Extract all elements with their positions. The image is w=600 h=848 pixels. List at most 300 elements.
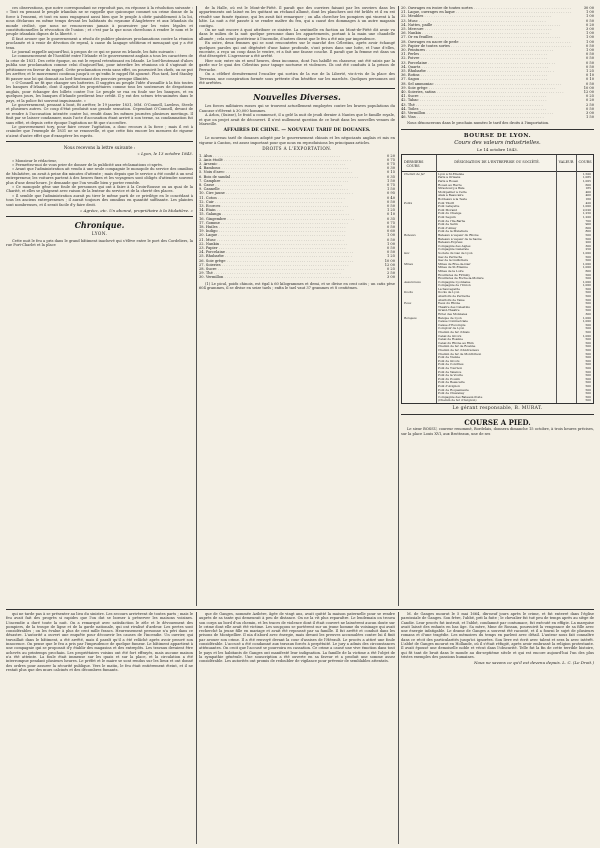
- paragraph: « O'Connell ne fit que changer ses batteries. Il suggéra au peuple l'idée d'assaillir à la fois toutes les banques d'Irlande, dont il appelait les propriétaires comme tous les souteneurs de despotisme anglais, pour échanger des billets contre l'or. Le peuple se rua en foule sur les banques, et en quelques jours, les banques d'Irlande perdirent leur crédit. Il y eut des scènes très-animées dans le pays, et la police fut souvent impuissante. »: [6, 80, 193, 103]
- row-value: 500: [585, 345, 591, 349]
- row-name: Pont de Givors: [438, 359, 460, 363]
- row-name: Pont d'Avignon: [438, 384, 460, 388]
- paragraph: de la Halle, où est le Mont-de-Piété. Il paraît que des ouvriers faisant par les ouvriers dans les appartements ont laissé en les quittant un réchaud allumé, dont les planchers ont été brûlés et il en est résulté une fumée épaisse, qui les avait fait remarquer ; on alla chercher les pompiers qui vinrent à la hâte. La nuit a été passée à se rendre maître du feu, qui a causé des dommages à un autre magasin contigu.: [199, 6, 395, 28]
- row-name: Compagnie de l'Union: [438, 284, 471, 288]
- feuilleton-body: [199, 612, 395, 664]
- row-value: 500: [585, 287, 591, 291]
- row-value: 1,000: [582, 262, 591, 266]
- row-name: Société du Gaz de Lyon: [438, 251, 473, 255]
- item-label: 2. Anis étoilé . . .: [199, 158, 373, 162]
- item-price: 1 50: [386, 187, 395, 192]
- item-label: 32. Poivre . . .: [401, 56, 572, 60]
- row-name: Chemin de fer d'Alais: [438, 331, 470, 335]
- item-label: 20. Ouvrages en ivoire de toutes sortes . . .: [401, 6, 572, 10]
- row-value: 500: [585, 388, 591, 392]
- item-price: 1 00: [386, 241, 395, 246]
- item-price: 0 35: [386, 174, 395, 179]
- item-label: 37. Sagou . . .: [401, 77, 572, 81]
- item-price: 0 10: [386, 212, 395, 217]
- row-group: [402, 399, 436, 403]
- item-label: 19. Indigo . . .: [199, 229, 373, 233]
- item-label: 17. Gomme . . .: [199, 221, 373, 225]
- row-name: Canal de Givors: [438, 334, 462, 338]
- article-body: [199, 6, 395, 85]
- row-name: Compagnie des Bateaux-Poste: [438, 395, 483, 399]
- column-3: [401, 6, 594, 606]
- row-name: Pont Lafayette: [438, 205, 460, 209]
- item-price: 10 00: [583, 85, 594, 90]
- item-price: 1 50: [585, 115, 594, 120]
- item-price: 0 35: [386, 216, 395, 221]
- item-price: 0 50: [386, 225, 395, 230]
- tarif-heading: DROITS A L'EXPORTATION.: [262, 146, 332, 152]
- feuilleton-rule: [6, 609, 594, 610]
- row-value: 1,000: [582, 266, 591, 270]
- row-value: 500: [585, 352, 591, 356]
- item-label: 13. Ecorces . . .: [199, 204, 373, 208]
- row-value: 1,000: [582, 284, 591, 288]
- tarif-title: AFFAIRES DE CHINE. — NOUVEAU TARIF DE DOUANES.: [223, 128, 371, 134]
- row-value: 500: [585, 291, 591, 295]
- row-value: 800: [585, 230, 591, 234]
- row-value: 500: [585, 327, 591, 331]
- item-label: 21. Musc . . .: [199, 238, 373, 242]
- paragraph: Le gouvernement, pensant à bout, fit arrêter, le 19 janvier 1831, MM. O'Connell, Lawless, Steele et plusieurs autres. Ce coup d'état produisit une grande sensation. Cependant O'Connell, devant de se rendre à l'accusation intentée contre lui, rendit dans les mêmes journées plusieurs meetings. Il finit par se laisser condamner, mais l'acte d'accusation étant arrivé à son terme, sa condamnation fut sans effet, et depuis cette époque l'agitation ne fit que s'accroître.: [6, 102, 193, 125]
- item-label: 5. Noix d'arec . . .: [199, 170, 373, 174]
- paragraph: Nous dénoncerons dans le prochain numéro le tarif des droits à l'importation.: [407, 121, 550, 126]
- column-rule: [398, 6, 399, 606]
- row-name: Pont de Serin: [438, 223, 458, 227]
- divider: [401, 129, 594, 130]
- row-name: Bordeaux à la Teste: [438, 198, 467, 202]
- list-item: [199, 275, 395, 279]
- item-label: 29. Thé . . .: [199, 271, 373, 275]
- item-price: 0 50: [386, 250, 395, 255]
- tarif-intro: [199, 136, 395, 145]
- row-name: Mines de la Loire: [438, 269, 464, 273]
- item-label: 42. Tabac . . .: [401, 98, 572, 102]
- table-row: [402, 399, 593, 403]
- row-name: Pont de Chavanay: [438, 392, 465, 396]
- col-header-valeur: VALEUR: [558, 159, 574, 164]
- row-name: Pont de la Voulte: [438, 374, 463, 378]
- row-name: Abattoirs de Perrache: [438, 295, 471, 299]
- col-header-derniers: DERNIERS COURS: [404, 159, 424, 169]
- row-value: 1,000: [582, 251, 591, 255]
- row-group: Ponts: [404, 201, 413, 205]
- row-name: Pont de Valence: [438, 370, 462, 374]
- divider: [6, 216, 193, 217]
- course-title: COURSE A PIED.: [464, 418, 531, 428]
- row-value: 200: [585, 241, 591, 245]
- divider: [6, 141, 193, 142]
- item-label: 40. Soieries, satins . . .: [401, 90, 572, 94]
- row-name: Paris à Orléans: [438, 176, 461, 180]
- item-price: 0 50: [386, 204, 395, 208]
- item-label: 46. Vins . . .: [401, 115, 572, 119]
- paragraph: Cette nuit le feu a pris dans le grand bâtiment inachevé qui s'élève entre le port des Cordeliers, la rue Port-Charlet et la place: [6, 238, 193, 248]
- item-price: 1 25: [386, 208, 395, 213]
- row-name: Houillères de Firminy: [438, 273, 471, 277]
- paragraph: « Il semble que l'administration aurait pu tirer le même parti de ce privilège en le concédant à tous les anciens entrepreneurs ; il aurait toujours des omnibus en quantité suffisante. Les plaintes sont nombreuses, et il serait facile d'y faire droit.: [6, 193, 193, 207]
- item-label: 8. Casse . . .: [199, 183, 373, 187]
- row-value: 1,500: [582, 172, 591, 176]
- row-name: Pont de Vienne: [438, 356, 461, 360]
- letter-heading: Nous recevons la lettre suivante :: [63, 145, 136, 151]
- item-price: 10 00: [384, 258, 395, 263]
- row-name: Bateaux-Express: [438, 241, 463, 245]
- row-name: Pont Tilsitt: [438, 201, 455, 205]
- column-1: [6, 6, 193, 606]
- row-value: 500: [585, 341, 591, 345]
- row-name: Bateaux à vapeur du Rhône: [438, 233, 479, 237]
- paragraph: On ne sait encore à quoi attribuer ce sinistre. La sentinelle en faction au Mont-de-Piété dit avoir vu dans le milieu de la nuit quelque personne dans les appartements, portant à la main une chandelle allumée ; cela serait postérieur à l'incendie, d'autres disent que le feu a été mis par imprudence.: [199, 28, 395, 41]
- item-label: 34. Quartz . . .: [401, 65, 572, 69]
- item-label: 7. Camphre . . .: [199, 179, 373, 183]
- item-price: 1 00: [386, 233, 395, 238]
- row-value: 500: [585, 233, 591, 237]
- row-name: Gaz de Perrache: [438, 255, 463, 259]
- item-label: 26. Nankin . . .: [401, 31, 572, 35]
- item-price: 0 25: [585, 94, 594, 99]
- row-value: 600: [585, 226, 591, 230]
- paragraph: « Ce monopole gêne une foule de personnes qui ont à faire à la Croix-Rousse ou au quai de la Charité, et elles se plaignent avec raison de la lenteur du service et de la cherté des places.: [6, 185, 193, 194]
- item-label: 38. Sel ammoniac . . .: [401, 82, 572, 86]
- paragraph: qui ne tarde pas à se présenter au lieu du sinistre. Les secours arrivèrent de toutes parts ; mais le feu avait fait des progrès si rapides que l'on dut se borner à préserver les maisons voisines. L'incendie a duré toute la nuit. On a remarqué avec satisfaction le zèle et le dévouement des pompiers, de la troupe de ligne et de la garde nationale, qui ont rivalisé d'ardeur. Les pertes sont considérables ; on les évalue à plus de cent mille francs. Heureusement personne n'a péri dans ce désastre. L'autorité a ouvert une enquête pour découvrir les causes de l'incendie. Un ouvrier, qui travaillait dans le bâtiment, a été arrêté, mais il paraît qu'il a été relâché après avoir prouvé son innocence. On pense que le feu a pris par l'imprudence de quelque fumeur. Le bâtiment appartient à une compagnie qui se proposait d'y établir des magasins et des entrepôts. Les travaux devaient être achevés au printemps prochain. Les propriétaires voisins ont été fort effrayés, mais aucune maison n'a été atteinte. La foule était immense sur les quais et sur la place, et la circulation a été interrompue pendant plusieurs heures. Le préfet et le maire se sont rendus sur les lieux et ont donné des ordres pour assurer la sécurité publique. Vers le matin, le feu était entièrement éteint, et il ne restait plus que des murs calcinés et des décombres fumants.: [6, 612, 193, 672]
- item-price: 0 50: [585, 56, 594, 61]
- letter-salute: « Monsieur le rédacteur,: [12, 158, 57, 163]
- item-price: 0 75: [386, 157, 395, 162]
- row-name: Pont de la Mulatière: [438, 230, 468, 234]
- row-value: 500: [585, 381, 591, 385]
- row-name: Bateaux à vapeur de la Saône: [438, 237, 482, 241]
- feuilleton-body: [6, 612, 193, 672]
- row-value: 500: [585, 298, 591, 302]
- row-group: Bateaux: [404, 233, 416, 237]
- item-price: 0 50: [585, 18, 594, 23]
- row-value: 1,250: [582, 212, 591, 216]
- gerant-signature: Le gérant responsable, B. MURAT.: [452, 405, 543, 411]
- list-note: [401, 121, 594, 125]
- item-label: 4. Bambous . . .: [199, 166, 373, 170]
- row-value: 1,000: [582, 334, 591, 338]
- paragraph: Les forces militaires russes qui se trouvent actuellement employées contre les braves populations du Caucase s'élèvent à 30,000 hommes.: [199, 104, 395, 113]
- row-value: 500: [585, 331, 591, 335]
- row-value: 1,000: [582, 316, 591, 320]
- paragraph: Le nouveau tarif de douanes adopté par le gouvernement chinois et les négociants anglais et mis en vigueur à Canton, est assez important pour que nous en reproduisions les principaux articles.: [199, 136, 395, 145]
- item-price: 0 25: [386, 267, 395, 272]
- item-label: 39. Soie grège . . .: [401, 86, 572, 90]
- row-value: 500: [585, 255, 591, 259]
- paragraph: Il faut avouer que le gouvernement a résolu de publier plusieurs proclamations contre la réunion proclamée et à venir de dévotion de repeal, à cause du langage séditieux et menaçant qui y a été tenu.: [6, 36, 193, 50]
- paragraph: que de Ganges, nommée Azibère, âgée de vingt ans, avait quitté la maison paternelle pour se rendre auprès de sa tante qui demeurait à peu de distance. On ne la vit plus reparaître. Le lendemain on trouva son corps au bord d'un chemin, et les traces de violence dont il était couvert ne laissèrent aucun doute sur le crime dont elle avait été victime. Les soupçons se portèrent sur un jeune homme du voisinage qui avait recherché la jeune fille en mariage et avait été repoussé par sa famille. Il fut arrêté et conduit dans les prisons de Montpellier. Il nia d'abord avec énergie, mais devant les preuves accumulées contre lui il finit par avouer son crime. Il a été renvoyé devant la cour d'assises de l'Hérault. Le procès a attiré une foule considérable. L'accusé a été condamné aux travaux forcés à perpétuité. Le jury a admis des circonstances atténuantes. On croit que l'accusé se pourvoira en cassation. Ce crime a causé une vive émotion dans tout le pays et les habitants de Ganges ont manifesté leur indignation. La famille de la victime a été l'objet de la sympathie générale. Une souscription a été ouverte en sa faveur et a produit une somme assez considérable. Les autorités ont promis de redoubler de vigilance pour prévenir de semblables attentats.: [199, 612, 395, 664]
- row-name: Strasbourg à Bâle: [438, 187, 465, 191]
- item-price: 2 50: [386, 271, 395, 276]
- row-value: 500: [585, 392, 591, 396]
- news-body: [199, 104, 395, 126]
- item-label: 22. Meubles . . .: [401, 14, 572, 18]
- item-label: 35. Rhubarbe . . .: [401, 69, 572, 73]
- item-label: 22. Nankin . . .: [199, 242, 373, 246]
- row-name: Abattoirs de Vaise: [438, 298, 465, 302]
- section-heading-chronique: Chronique.: [74, 220, 125, 231]
- item-price: 0 30: [386, 166, 395, 171]
- row-name: Pont du Change: [438, 212, 462, 216]
- item-price: 1 00: [585, 14, 594, 19]
- item-price: 1 00: [585, 10, 594, 15]
- divider: [199, 88, 395, 89]
- row-value: 400: [585, 194, 591, 198]
- row-name: Pont de Roquemaure: [438, 388, 469, 392]
- item-label: 1. Alun . . .: [199, 154, 373, 158]
- row-name: Lyon à St-Etienne: [438, 172, 465, 176]
- row-value: 1,000: [582, 205, 591, 209]
- paragraph: M. de Ganges mourut le 5 mai 1664, dix-neuf jours après le crime, et fut enterré dans l'église paroissiale de Ganges. Son frère, l'abbé, prit la fuite ; le chevalier fut tué peu de temps après au siège de Candie. Leur procès fut instruit, et l'abbé, condamné par contumace, fut exécuté en effigie. La marquise avait laissé des enfants en bas âge. Sa mère, Mme de Rossan, poursuivit la vengeance de sa fille avec une énergie infatigable. Le drame de Ganges a souvent été raconté, et il a fourni le sujet de plusieurs romans et d'une tragédie. Les mémoires du temps en parlent avec détail. L'auteur nous fait connaître dans ce récit des particularités jusqu'ici ignorées. Son livre est écrit avec talent et sera lu avec intérêt. L'abbé de Ganges mourut en Hollande, où il s'était réfugié, après avoir embrassé la religion protestante. Il avait épousé une demoiselle noble et vécut dans l'obscurité. Telle fut la fin de cette terrible histoire, qui fit tant de bruit dans le monde au dix-septième siècle et qui est encore aujourd'hui l'un des plus tristes exemples des passions humaines.: [401, 612, 594, 659]
- course-body: [401, 427, 594, 436]
- item-price: 0 10: [585, 73, 594, 78]
- item-price: 1 50: [386, 178, 395, 183]
- divider: [401, 414, 594, 415]
- row-name: (Chemin de fer d'Avignon): [438, 399, 477, 403]
- paragraph: (1) Le picul, poids chinois, est égal à 60 kilogrammes et demi, et se divise en cent catis ; un catis pèse 604 grammes, il se divise en seize taels ; enfin le tael vaut 37 grammes et 8 centièmes.: [199, 281, 395, 291]
- row-name: Pont de Tournon: [438, 366, 463, 370]
- item-label: 25. Mercure . . .: [401, 27, 572, 31]
- paragraph: Le gouvernement tory, pour faire cesser l'agitation, a donc recours à la force ; mais il est à craindre que l'exemple de 1831 ne se renouvelle, et que cette fois encore les mesures de rigueur n'aient d'autre effet que d'exaspérer les esprits.: [6, 124, 193, 138]
- row-name: Compagnie Lyonnaise: [438, 280, 471, 284]
- tarif-list: [199, 154, 395, 280]
- item-label: 15. Galanga . . .: [199, 212, 373, 216]
- row-group: Mines: [404, 262, 413, 266]
- item-price: 0 50: [585, 52, 594, 57]
- row-value: 500: [585, 237, 591, 241]
- item-price: 0 10: [585, 77, 594, 82]
- row-value: 400: [585, 190, 591, 194]
- row-name: Compagnie Générale: [438, 248, 469, 252]
- item-price: 0 20: [386, 153, 395, 158]
- item-label: 25. Rhubarbe . . .: [199, 254, 373, 258]
- feuilleton-column-2: [199, 612, 395, 844]
- item-label: 45. Vermillon . . .: [401, 111, 572, 115]
- paragraph: Hier soir, entre six et neuf heures, deux inconnus, dont l'un habillé en chasseur, ont été saisis par la garde sur le quai des Célestins pour tapage nocturne et violences. Ils ont été conduits à la prison de Perrache.: [199, 58, 395, 72]
- item-label: 14. Étain . . .: [199, 208, 373, 212]
- item-label: 10. Cire jaune . . .: [199, 191, 373, 195]
- bourse-date: Le 14 octobre 1843.: [477, 146, 518, 152]
- item-label: 24. Porcelaine . . .: [199, 250, 373, 254]
- row-value: 185: [585, 187, 591, 191]
- row-name: Pont Morand: [438, 208, 458, 212]
- tarif-note: [199, 282, 395, 291]
- item-price: 0 95: [386, 191, 395, 196]
- paragraph: ces observations, que notre correspondant ne reproduit pas, en réponse à la résolution suivante : « Tout en pensant le peuple irlandais ne se rappelle que quiconque commet un crime donne de la force à l'ennemi, et tout en nous engageant aussi bien que le peuple à obéir paisiblement à la loi, nous déclarons en même temps devant les habitants du royaume d'Angleterre et aux Irlandais du monde civilisé, que nous ne renoncerons jamais à poursuivre par les voies légales et constitutionnelles la révocation de l'union ; et c'est par la que nous cherchons à rendre le nom et le peuple irlandais dignes de la liberté. »: [6, 6, 193, 37]
- row-value: 900: [585, 223, 591, 227]
- letter-body: [6, 159, 193, 207]
- row-value: 600: [585, 269, 591, 273]
- item-label: 43. Thé . . .: [401, 103, 572, 107]
- row-value: 500: [585, 370, 591, 374]
- item-price: 2 50: [585, 102, 594, 107]
- item-price: 3 00: [386, 275, 395, 280]
- row-name: Grand-Théâtre: [438, 309, 460, 313]
- item-price: 1 00: [585, 35, 594, 40]
- row-value: 500: [585, 338, 591, 342]
- item-label: 6. Bois de sandal . . .: [199, 175, 373, 179]
- row-name: Canal du Rhône au Rhin: [438, 341, 474, 345]
- row-group: Eaux: [404, 302, 412, 306]
- row-value: 250: [585, 248, 591, 252]
- row-name: Pont de l'Ile-Barbe: [438, 219, 466, 223]
- item-label: 24. Nattes, paille . . .: [401, 23, 572, 27]
- row-group: Gaz: [404, 251, 410, 255]
- row-name: Pont Seguin: [438, 216, 456, 220]
- row-name: Hôtel des Monnaies: [438, 313, 468, 317]
- row-value: 500: [585, 295, 591, 299]
- item-price: 0 75: [386, 220, 395, 225]
- item-label: 3. Arsenic . . .: [199, 162, 373, 166]
- item-label: 21. Laque, ouvrages en laque . . .: [401, 10, 572, 14]
- row-value: 500: [585, 359, 591, 363]
- item-price: 12 00: [583, 90, 594, 95]
- row-value: 500: [585, 309, 591, 313]
- bourse-table: [401, 154, 594, 404]
- item-price: 3 00: [585, 27, 594, 32]
- row-value: 420: [585, 201, 591, 205]
- item-label: 9. Cannelle . . .: [199, 187, 373, 191]
- row-value: 500: [585, 377, 591, 381]
- row-value: 500: [585, 374, 591, 378]
- row-value: 500: [585, 363, 591, 367]
- paragraph: « Permettez-moi de vous prier de donner de la publicité aux réclamations ci-après.: [12, 163, 163, 167]
- row-name: Chemin de fer de Montbrison: [438, 352, 482, 356]
- item-label: 33. Porcelaine . . .: [401, 61, 572, 65]
- chronique-body: [6, 239, 193, 248]
- item-label: 18. Huiles . . .: [199, 225, 373, 229]
- row-value: 1,005: [582, 180, 591, 184]
- row-value: 600: [585, 183, 591, 187]
- row-name: Alais à Beaucaire: [438, 194, 464, 198]
- table-header: [402, 155, 593, 172]
- row-value: 500: [585, 399, 591, 403]
- item-price: 0 50: [585, 43, 594, 48]
- column-rule: [196, 612, 197, 844]
- bourse-title: BOURSE DE LYON.: [463, 132, 532, 139]
- item-price: 0 60: [386, 229, 395, 234]
- section-heading-nouvelles: Nouvelles Diverses.: [253, 92, 341, 103]
- row-name: Gaz de la Guillotière: [438, 259, 469, 263]
- item-price: 0 50: [585, 106, 594, 111]
- item-price: 0 40: [386, 195, 395, 200]
- item-price: 1 00: [585, 48, 594, 53]
- row-name: Docks de Lyon: [438, 291, 460, 295]
- col-header-cours: COURS: [578, 159, 592, 164]
- row-value: 500: [585, 384, 591, 388]
- item-label: 23. Musc . . .: [401, 19, 572, 23]
- row-group: Docks: [404, 291, 413, 295]
- row-name: Pont de Condrieu: [438, 363, 464, 367]
- item-price: 1 00: [585, 31, 594, 36]
- row-name: Eaux du Rhône: [438, 302, 461, 306]
- paragraph: « Avant que l'administration ait vendu à une seule compagnie le monopole du service des omnibus de Mulatière, on avait à peine dix minutes d'attente ; mais depuis que le service a été confié à un seul entrepreneur, les voitures partent à des heures fixes et les voyageurs sont obligés d'attendre souvent plus d'une demi-heure. Je demande que l'on veuille bien y porter remède.: [6, 167, 193, 185]
- column-rule: [398, 612, 399, 844]
- item-price: 12 00: [384, 262, 395, 267]
- paragraph: On a célébré dernièrement l'escalier qui sortira de la rue de la Liberté, vis-à-vis de la place des Terreaux, une conspiration formée sous prétexte d'un bénéfice sur les marchés. Quelques personnes ont été arrêtées.: [199, 72, 395, 85]
- row-name: Mines de St-Etienne: [438, 266, 468, 270]
- item-price: 0 75: [386, 182, 395, 187]
- item-label: 31. Perles . . .: [401, 52, 572, 56]
- item-label: 44. Toiles . . .: [401, 107, 572, 111]
- row-value: 500: [585, 348, 591, 352]
- row-value: 1,200: [582, 216, 591, 220]
- row-value: 500: [585, 305, 591, 309]
- item-price: 0 20: [585, 98, 594, 103]
- row-name: Canal de Roanne: [438, 338, 463, 342]
- table-rows: [402, 173, 593, 403]
- item-label: 41. Sucre . . .: [401, 94, 572, 98]
- item-price: 0 15: [386, 170, 395, 175]
- row-value: 500: [585, 366, 591, 370]
- row-group: Assurances: [404, 280, 421, 284]
- row-value: 500: [585, 356, 591, 360]
- item-price: 30 00: [583, 6, 594, 10]
- row-value: 160: [585, 198, 591, 202]
- col-header-designation: DÉSIGNATION DE L'ENTREPRISE OU SOCIÉTÉ.: [454, 159, 540, 164]
- paragraph: Le journal rappelle aujourd'hui, à propos de ce qui se passe en Irlande, les faits suivants :: [12, 50, 176, 55]
- row-name: Mines de Rive-de-Gier: [438, 262, 471, 266]
- row-value: 1,000: [582, 280, 591, 284]
- item-label: 28. Sucre . . .: [199, 267, 373, 271]
- item-price: 0 50: [386, 246, 395, 251]
- row-name: Paris à Rouen: [438, 180, 459, 184]
- row-name: Banque de Lyon: [438, 316, 462, 320]
- item-label: 20. Laque . . .: [199, 233, 373, 237]
- item-label: 28. Ouvrages en nacre de perle . . .: [401, 40, 572, 44]
- price-list: [401, 6, 594, 119]
- dateline-lyon: LYON.: [91, 231, 108, 237]
- feuilleton-column-1: [6, 612, 193, 844]
- feuilleton-column-3: [401, 612, 594, 844]
- item-price: 0 50: [386, 199, 395, 204]
- item-label: 27. Or en feuilles . . .: [401, 35, 572, 39]
- row-value: 1,065: [582, 176, 591, 180]
- row-value: 500: [585, 277, 591, 281]
- letter-place: « Lyon, le 13 octobre 1843.: [137, 151, 193, 157]
- item-price: 1 25: [585, 69, 594, 74]
- row-name: Théâtre des Célestins: [438, 305, 470, 309]
- paragraph: Le sieur BOSSU, coureur renommé, Bordelais, donnera dimanche 15 octobre, à trois heures précises, sur la place Louis XVI, aux Brotteaux, une de ses: [401, 427, 594, 436]
- row-name: Chemin de fer d'Andrézieux: [438, 348, 479, 352]
- item-price: 0 75: [386, 161, 395, 166]
- row-value: 300: [585, 244, 591, 248]
- item-label: 11. Coton . . .: [199, 196, 373, 200]
- item-price: 0 50: [386, 237, 395, 242]
- item-price: 1 00: [585, 39, 594, 44]
- paragraph: A Arlon, (Suisse), le froid a commencé, il a gelé la nuit de jeudi dernier à Nantes que le famille royale, et que on projet avait de découvert. Il n'est nullement question de ce bruit dans les nouvelles venues de Marseille.: [199, 113, 395, 126]
- item-label: 26. Soie grège . . .: [199, 259, 373, 263]
- row-name: Pont du Pouzin: [438, 377, 460, 381]
- row-name: Chemin de fer de Roanne: [438, 345, 476, 349]
- row-name: Pont de Beaucaire: [438, 381, 465, 385]
- item-price: 0 50: [585, 81, 594, 86]
- item-label: 27. Soieries . . .: [199, 263, 373, 267]
- item-label: 29. Papier de toutes sortes . . .: [401, 44, 572, 48]
- bourse-subtitle: Cours des valeurs industrielles.: [454, 139, 541, 146]
- item-label: 23. Papier . . .: [199, 246, 373, 250]
- row-name: Rouen au Havre: [438, 183, 462, 187]
- row-value: 500: [585, 323, 591, 327]
- row-value: 2,020: [582, 208, 591, 212]
- feuilleton-body: [401, 612, 594, 659]
- article-body: [6, 6, 193, 138]
- item-label: 30. Peintures . . .: [401, 48, 572, 52]
